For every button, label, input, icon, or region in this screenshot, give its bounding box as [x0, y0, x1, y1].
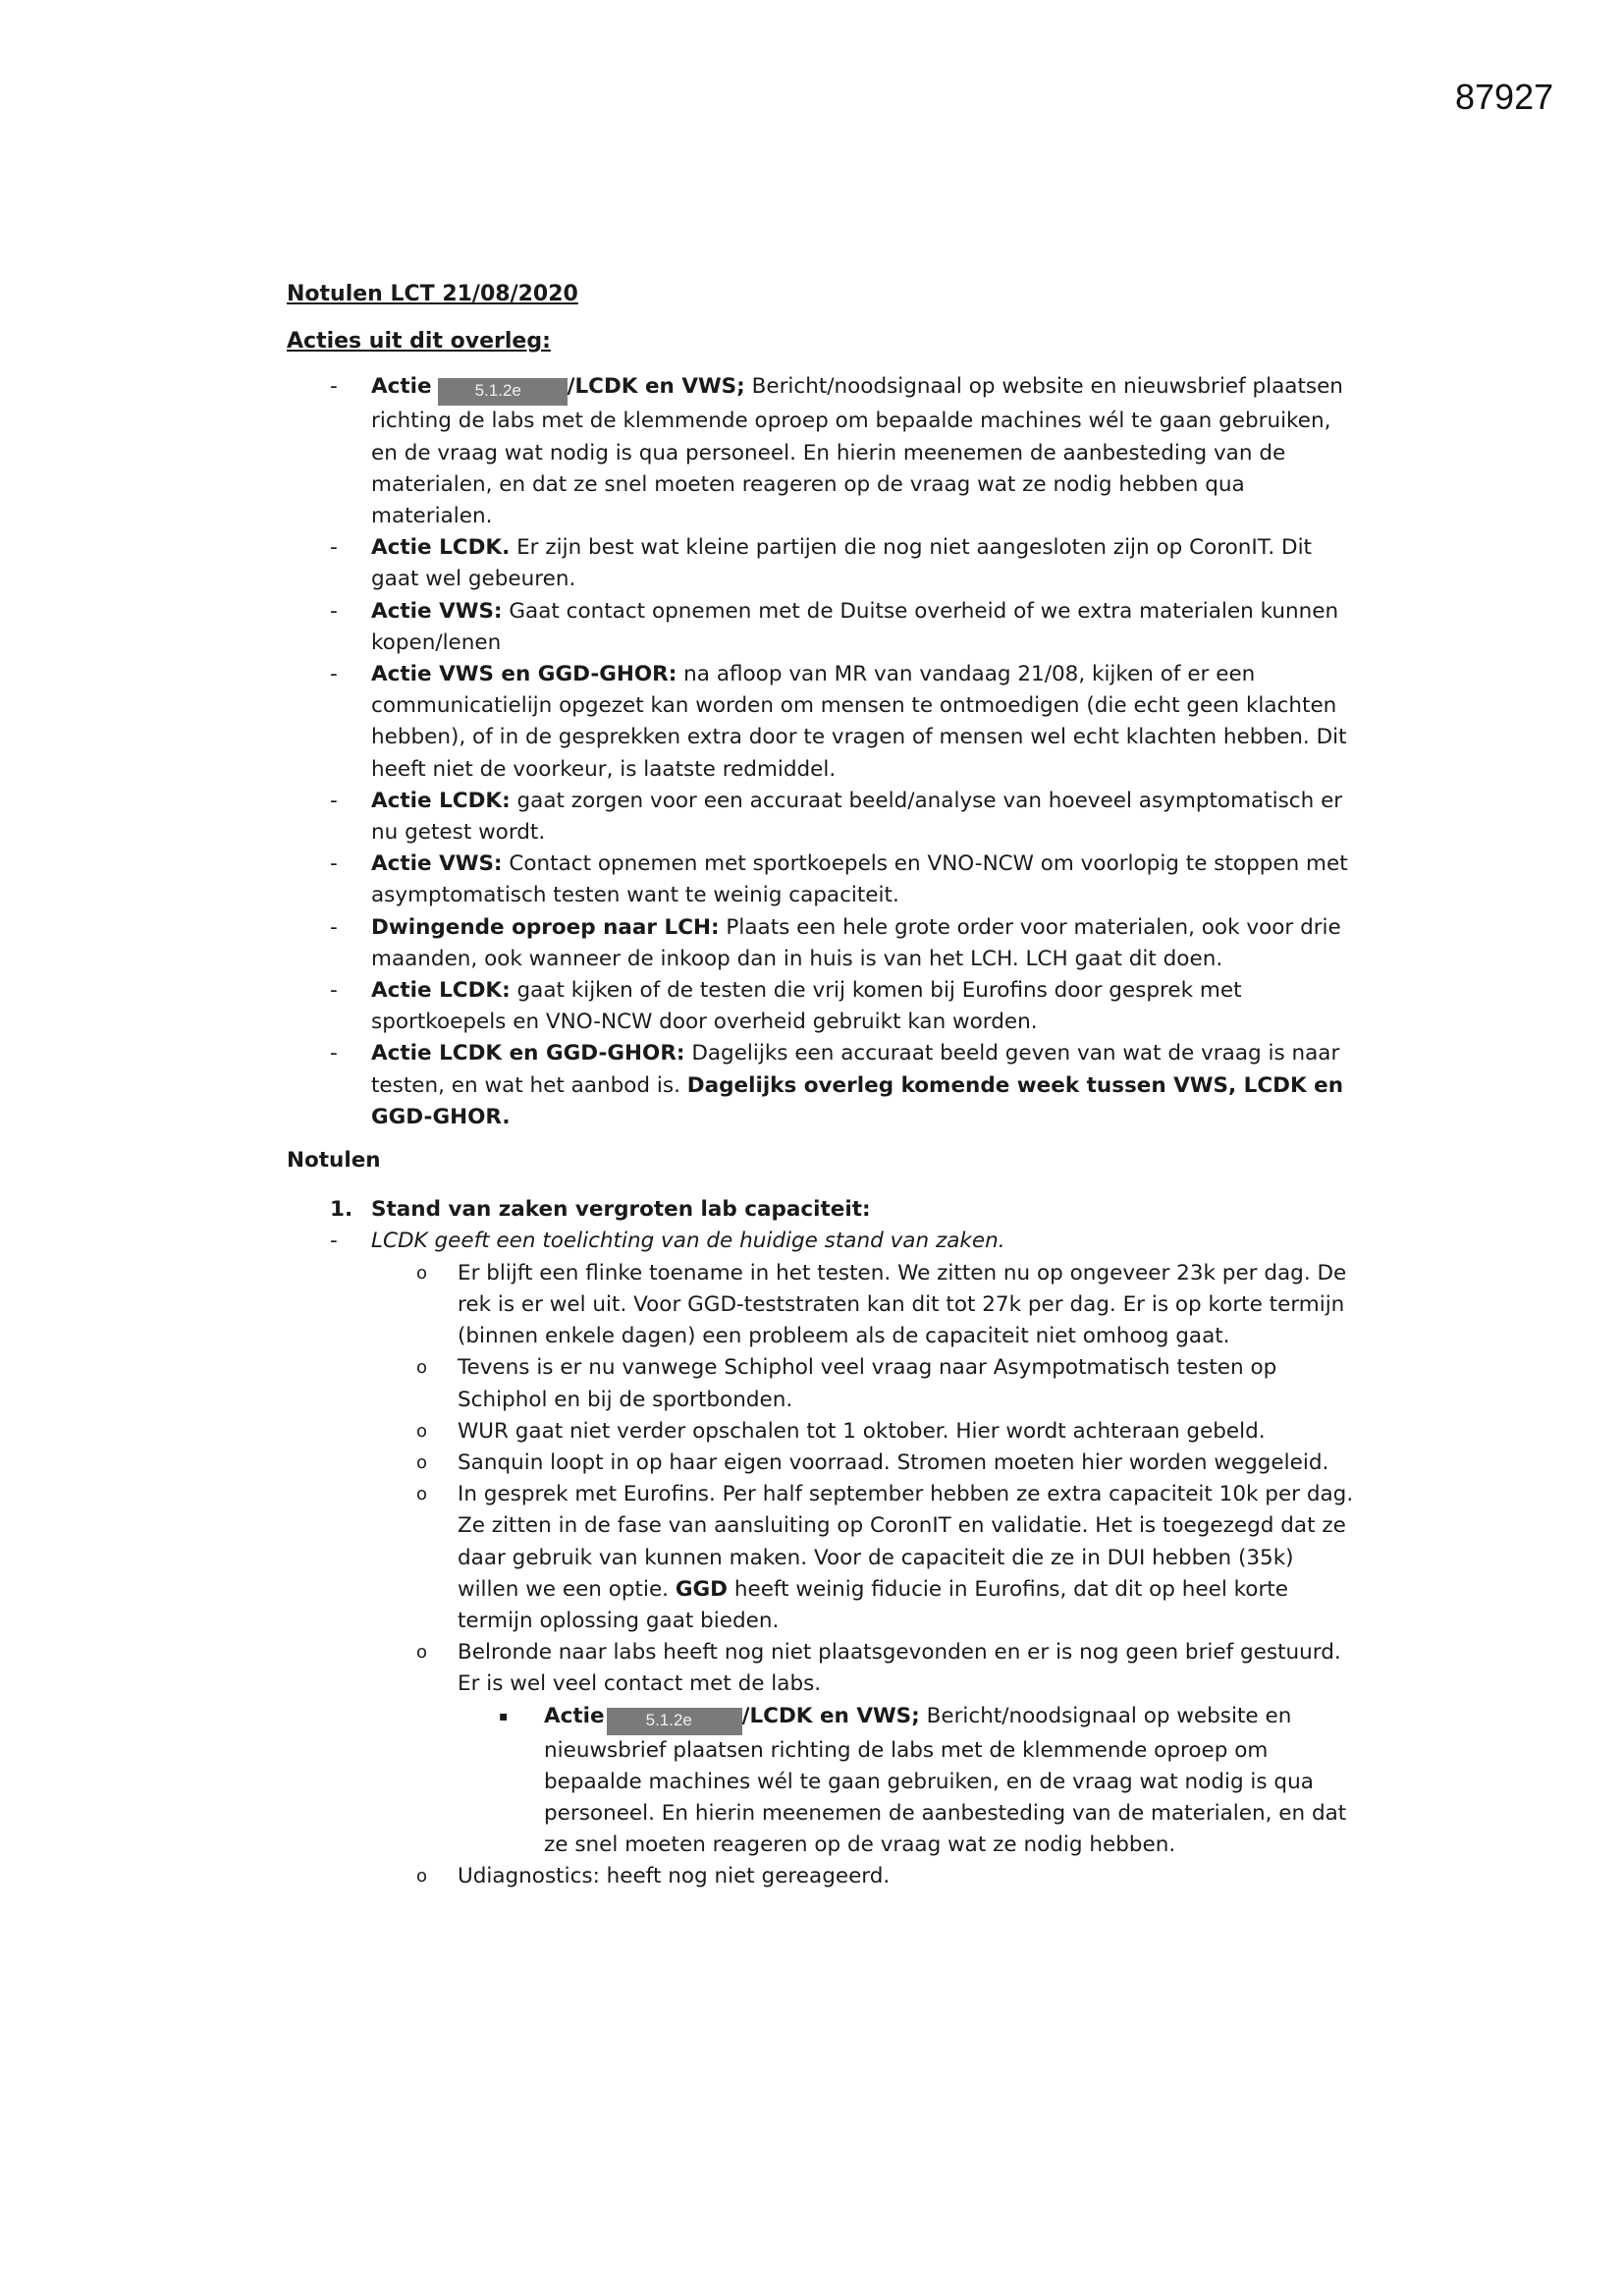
action-item: - Actie LCDK: gaat kijken of de testen die vrij komen bij Eurofins door gesprek met sportkoepels en VNO-NCW door overheid gebruikt kan worden.	[287, 975, 1359, 1038]
action-item: - Actie LCDK en GGD-GHOR: Dagelijks een accuraat beeld geven van wat de vraag is naar testen, en wat het aanbod is. Dagelijks overleg komende week tussen VWS, LCDK en GGD-GHOR.	[287, 1038, 1359, 1133]
action-item: - Actie LCDK. Er zijn best wat kleine partijen die nog niet aangesloten zijn op CoronIT. Dit gaat wel gebeuren.	[287, 532, 1359, 595]
sub-action-item: ▪ Actie 5.1.2e /LCDK en VWS; Bericht/noodsignaal op website en nieuwsbrief plaatsen richting de labs met de klemmende oproep om bepaalde machines wél te gaan gebruiken, en de vraag wat nodig is qua personeel. En hierin meenemen de aanbesteding van de materialen, en dat ze snel moeten reageren op de vraag wat ze nodig hebben.	[499, 1703, 1347, 1858]
sub-action-list	[458, 1701, 1359, 1862]
actions-heading: Acties uit dit overleg:	[287, 329, 551, 355]
notulen-heading: Notulen	[287, 1148, 381, 1174]
action-item: - Actie VWS en GGD-GHOR: na afloop van MR van vandaag 21/08, kijken of er een communicatielijn opgezet kan worden om mensen te ontmoedigen (die echt geen klachten hebben), of in de gesprekken extra door te vragen of mensen wel echt klachten hebben. Dit heeft niet de voorkeur, is laatste redmiddel.	[287, 659, 1359, 786]
action-list	[287, 371, 1359, 1133]
redaction-box: 5.1.2e	[438, 378, 568, 406]
status-points	[287, 1258, 1359, 1893]
minutes-body	[287, 279, 1359, 1893]
status-point: o WUR gaat niet verder opschalen tot 1 oktober. Hier wordt achteraan gebeld.	[416, 1418, 1266, 1444]
status-point: o Tevens is er nu vanwege Schiphol veel vraag naar Asympotmatisch testen op Schiphol en bij de sportbonden.	[416, 1355, 1277, 1412]
section-heading: 1. Stand van zaken vergroten lab capaciteit:	[330, 1197, 871, 1223]
redaction-box: 5.1.2e	[607, 1708, 742, 1735]
action-item: - Actie 5.1.2e /LCDK en VWS; Bericht/noodsignaal op website en nieuwsbrief plaatsen richting de labs met de klemmende oproep om bepaalde machines wél te gaan gebruiken, en de vraag wat nodig is qua personeel. En hierin meenemen de aanbesteding van de materialen, en dat ze snel moeten reageren op de vraag wat ze nodig hebben qua materialen.	[287, 371, 1359, 532]
status-point: o In gesprek met Eurofins. Per half september hebben ze extra capaciteit 10k per dag. Ze zitten in de fase van aansluiting op CoronIT en validatie. Het is toegezegd dat ze daar gebruik van kunnen maken. Voor de capaciteit die ze in DUI hebben (35k) willen we een optie. GGD heeft weinig fiducie in Eurofins, dat dit op heel korte termijn oplossing gaat bieden.	[416, 1482, 1354, 1633]
status-point: o Belronde naar labs heeft nog niet plaatsgevonden en er is nog geen brief gestuurd. Er is wel veel contact met de labs. ▪ Actie 5.1.2e /LCDK en VWS; Bericht/noodsignaal op website en nieuwsbrief plaatsen richting de labs met de klemmende oproep om bepaalde machines wél te gaan gebruiken, en de vraag wat nodig is qua personeel. En hierin meenemen de aanbesteding van de materialen, en dat ze snel moeten reageren op de vraag wat ze nodig hebben.	[287, 1637, 1359, 1861]
action-item: - Actie LCDK: gaat zorgen voor een accuraat beeld/analyse van hoeveel asymptomatisch er nu getest wordt.	[287, 786, 1359, 848]
action-item: - Dwingende oproep naar LCH: Plaats een hele grote order voor materialen, ook voor drie maanden, ook wanneer de inkoop dan in huis is van het LCH. LCH gaat dit doen.	[287, 912, 1359, 975]
action-item: - Actie VWS: Contact opnemen met sportkoepels en VNO-NCW om voorlopig te stoppen met asymptomatisch testen want te weinig capaciteit.	[287, 848, 1359, 911]
section-intro: - LCDK geeft een toelichting van de huidige stand van zaken.	[330, 1229, 1005, 1254]
status-point: o Er blijft een flinke toename in het testen. We zitten nu op ongeveer 23k per dag. De rek is er wel uit. Voor GGD-teststraten kan dit tot 27k per dag. Er is op korte termijn (binnen enkele dagen) een probleem als de capaciteit niet omhoog gaat.	[416, 1260, 1347, 1349]
document-number: 87927	[1455, 77, 1554, 117]
document-title: Notulen LCT 21/08/2020	[287, 282, 578, 306]
status-point: o Sanquin loopt in op haar eigen voorraad. Stromen moeten hier worden weggeleid.	[416, 1449, 1329, 1475]
action-item: - Actie VWS: Gaat contact opnemen met de Duitse overheid of we extra materialen kunnen kopen/lenen	[287, 596, 1359, 659]
status-point: o Udiagnostics: heeft nog niet gereageerd.	[416, 1864, 891, 1889]
